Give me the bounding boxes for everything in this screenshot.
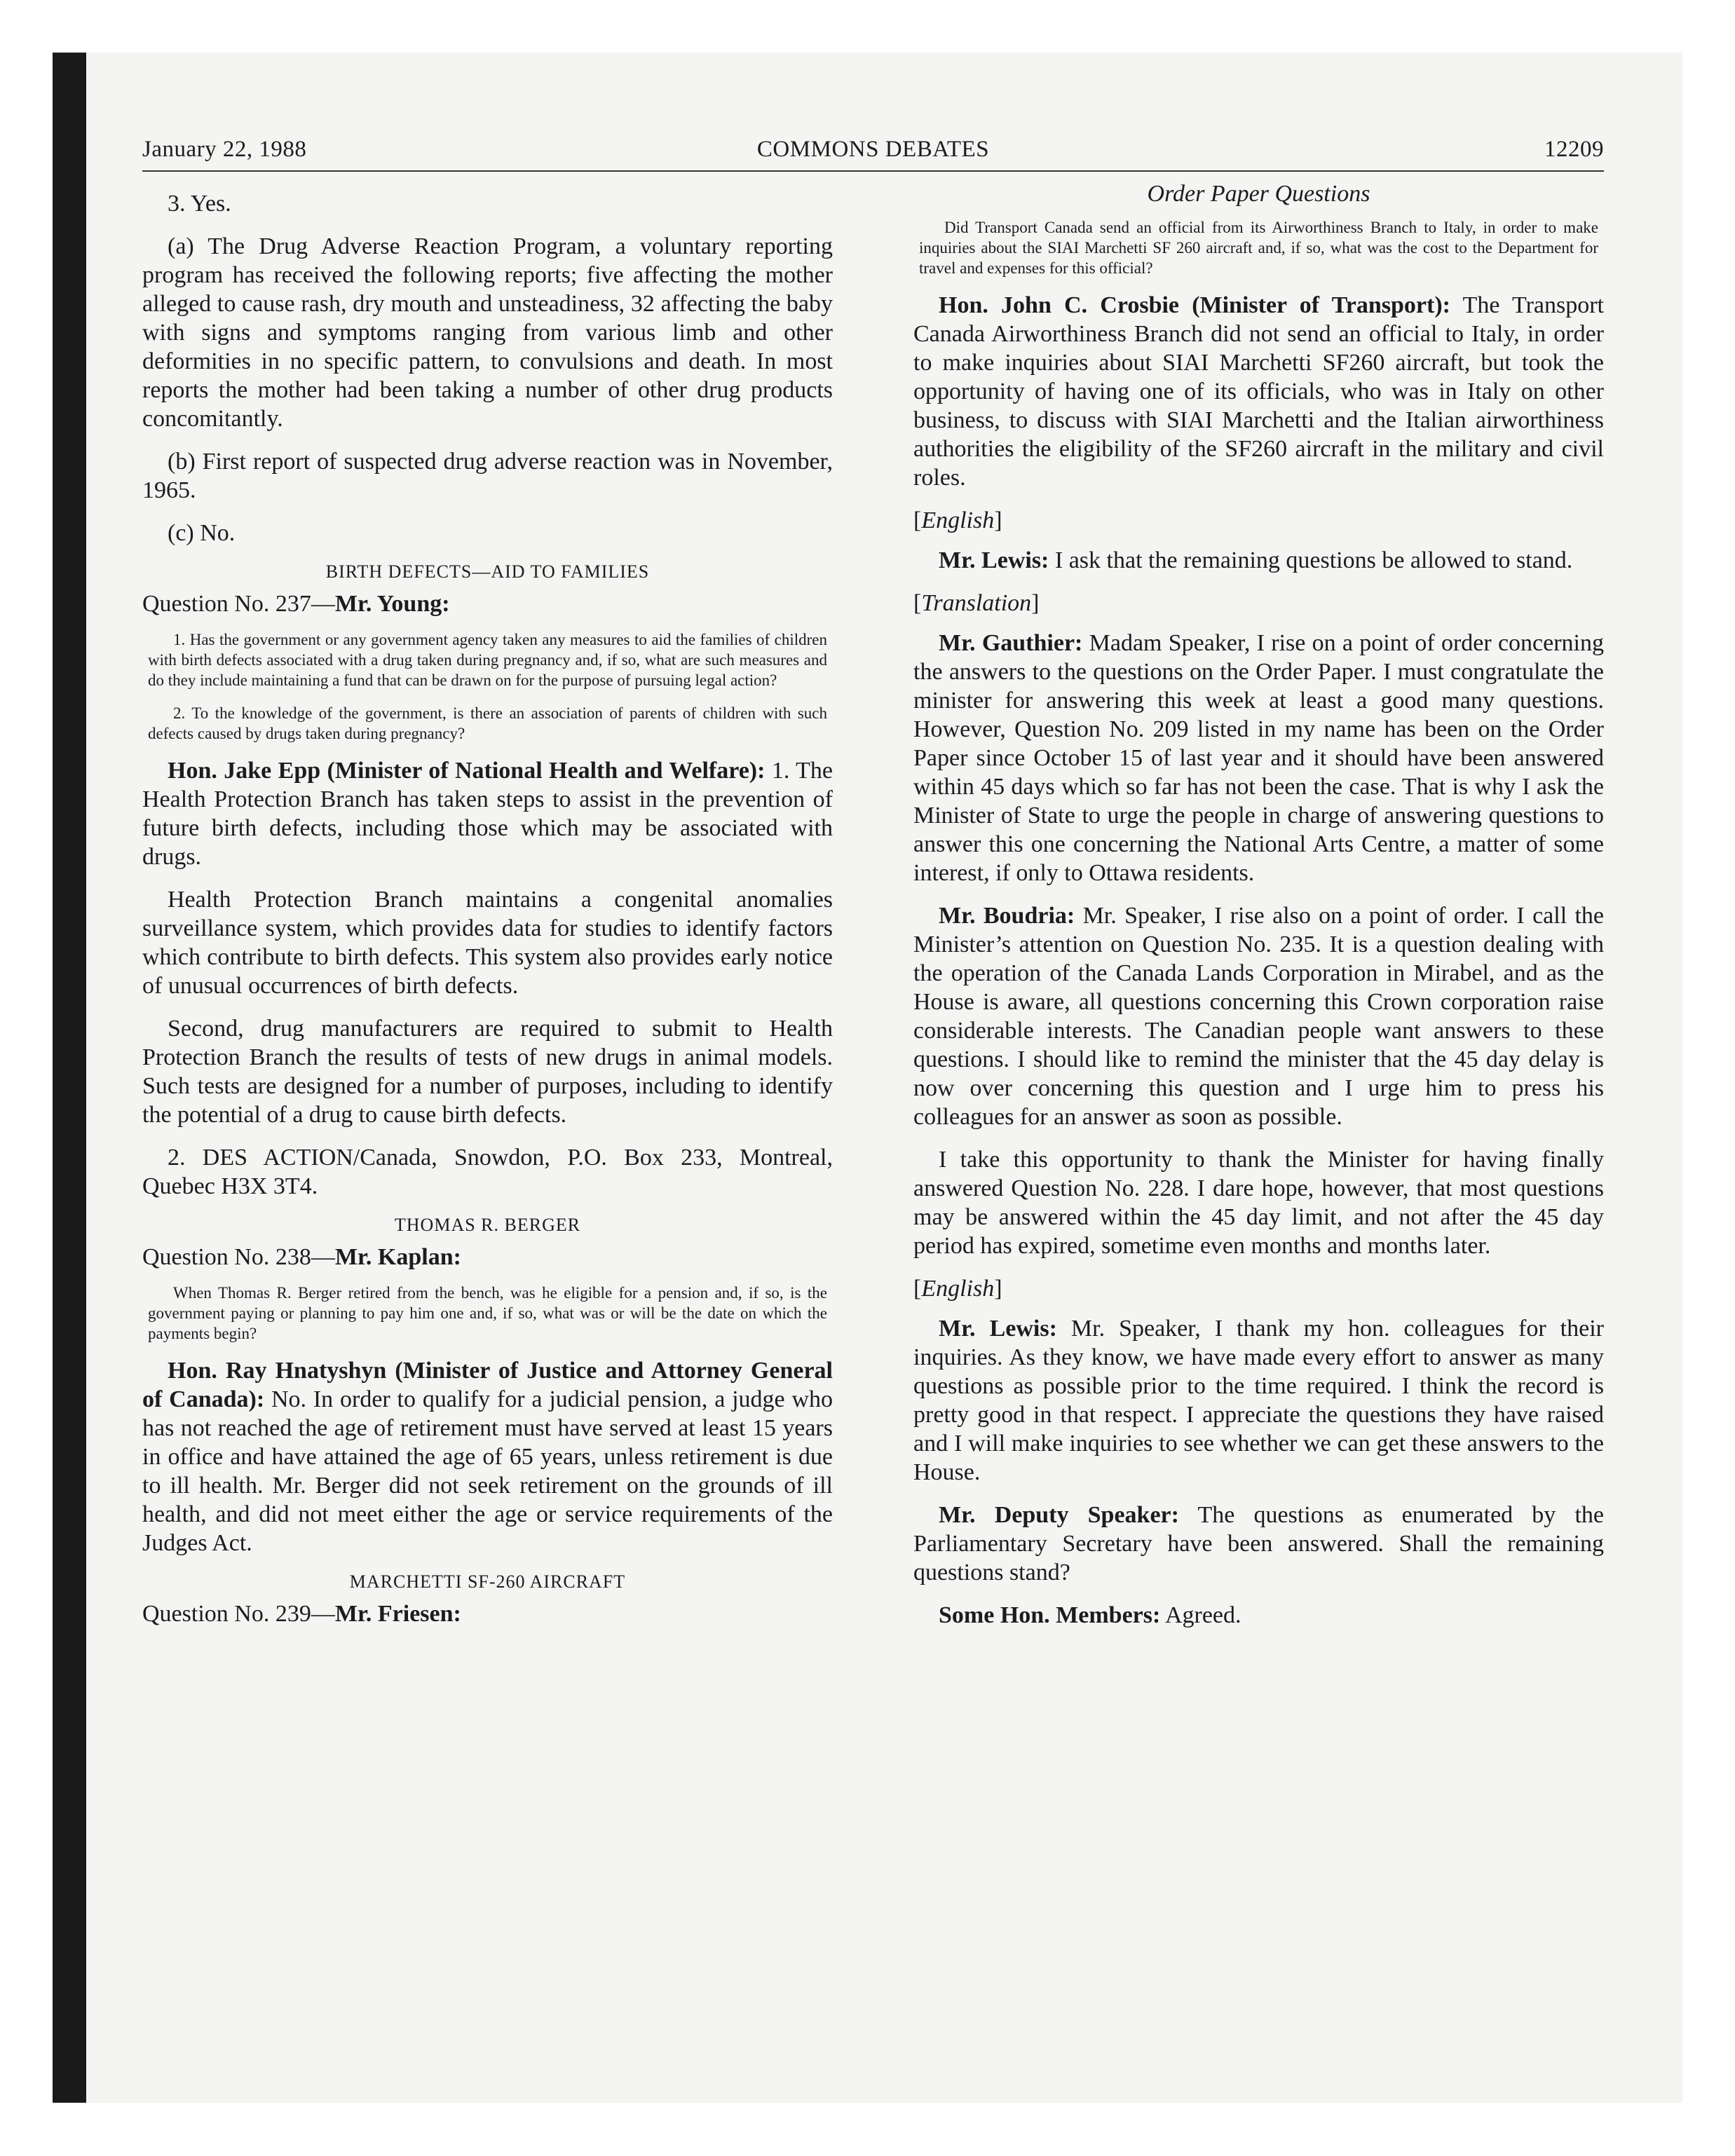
questioner-name: Mr. Young:	[334, 591, 450, 617]
speech-text: Madam Speaker, I rise on a point of order concerning the answers to the questions on the Order Paper. I must congratulate the minister for answering this week at least a good many questions. However, Question No. 209 listed in my name has been on the Order Paper since October 15 of last year and it should have been answered within 45 days which so far has not been the case. That is why I ask the Minister of State to urge the people in charge of answering questions to answer this one concerning the National Arts Centre, a matter of some interest, if only to Ottawa residents.	[913, 630, 1604, 886]
answer-paragraph-a: (a) The Drug Adverse Reaction Program, a voluntary reporting program has received the following reports; five affecting the mother alleged to cause rash, dry mouth and unsteadiness, 32 affecting the baby with signs and symptoms ranging from various limb and other deformities in no specific pattern, to convulsions and death. In most reports the mother had been taking a number of other drug products concomitantly.	[142, 233, 833, 432]
question-237-part-1: 1. Has the government or any government agency taken any measures to aid the families of children with birth defects associated with a drug taken during pregnancy and, if so, what are such measures and do they include maintaining a fund that can be drawn on for the purpose of pursuing legal action?	[148, 631, 827, 689]
speaker-name: Mr. Lewis:	[939, 1316, 1057, 1342]
language-marker-english-2: [English]	[913, 1276, 1002, 1302]
question-237-line	[142, 589, 833, 618]
section-title: Order Paper Questions	[1147, 181, 1370, 207]
answer-yes: 3. Yes.	[168, 191, 231, 217]
header-page-number: 12209	[1544, 137, 1604, 162]
deputy-speaker-statement	[913, 1501, 1604, 1587]
speech-text: I ask that the remaining questions be allowed to stand.	[1049, 547, 1573, 573]
question-number: Question No. 238—	[142, 1244, 335, 1270]
right-column	[913, 182, 1604, 1644]
speaker-name: Hon. Jake Epp (Minister of National Health and Welfare):	[168, 758, 766, 784]
epp-answer	[142, 756, 833, 871]
des-action-paragraph: 2. DES ACTION/Canada, Snowdon, P.O. Box 233, Montreal, Quebec H3X 3T4.	[142, 1145, 833, 1199]
question-238-line	[142, 1243, 833, 1271]
boudria-thank-paragraph: I take this opportunity to thank the Minister for having finally answered Question No. 228. I dare hope, however, that most questions may be answered within the 45 day limit, and not after the 45 day period has expired, sometime even months and months later.	[913, 1147, 1604, 1259]
crosbie-answer	[913, 291, 1604, 492]
language-marker-english: [English]	[913, 507, 1002, 533]
answer-paragraph-c: (c) No.	[168, 520, 236, 546]
section-heading-birth-defects: BIRTH DEFECTS—AID TO FAMILIES	[325, 561, 650, 582]
speaker-name: Hon. Ray Hnatyshyn (Minister of Justice and Attorney General of Canada):	[142, 1358, 833, 1412]
members-response	[913, 1601, 1604, 1630]
speaker-name: Hon. John C. Crosbie (Minister of Transport):	[939, 292, 1450, 318]
section-heading-marchetti: MARCHETTI SF-260 AIRCRAFT	[349, 1571, 626, 1592]
question-239-line	[142, 1599, 833, 1628]
questioner-name: Mr. Kaplan:	[334, 1244, 461, 1270]
speech-text: The Transport Canada Airworthiness Branch did not send an official to Italy, in order to make inquiries about SIAI Marchetti SF260 aircraft, but took the opportunity of having one of its officials, who was in Italy on other business, to discuss with SIAI Marchetti and the Italian airworthiness authorities the eligibility of the SF260 aircraft in the military and civil roles.	[913, 292, 1604, 491]
question-237-part-2: 2. To the knowledge of the government, is there an association of parents of children with such defects caused by drugs taken during pregnancy?	[148, 704, 827, 742]
question-number: Question No. 237—	[142, 591, 335, 617]
language-label: Translation	[921, 590, 1032, 616]
speaker-name: Mr. Lewis:	[939, 547, 1049, 573]
language-label: English	[921, 1276, 995, 1302]
question-238-text: When Thomas R. Berger retired from the bench, was he eligible for a pension and, if so, is the government paying or planning to pay him one and, if so, what was or will be the date on which the payments begin?	[148, 1284, 827, 1342]
language-label: English	[921, 507, 995, 533]
header-title: COMMONS DEBATES	[756, 137, 990, 162]
speech-text: Agreed.	[1160, 1602, 1241, 1628]
header-date: January 22, 1988	[142, 137, 307, 162]
speaker-name: Mr. Deputy Speaker:	[939, 1502, 1179, 1528]
lewis-statement-2	[913, 1314, 1604, 1487]
speech-text: 1. The Health Protection Branch has taken steps to assist in the prevention of future birth defects, including those which may be associated with drugs.	[142, 758, 833, 870]
gauthier-statement	[913, 629, 1604, 887]
speech-text: Mr. Speaker, I rise also on a point of order. I call the Minister’s attention on Question No. 235. It is a question dealing with the operation of the Canada Lands Corporation in Mirabel, and as the House is aware, all questions concerning this Crown corporation raise considerable interests. The Canadian people want answers to these questions. I should like to remind the minister that the 45 day delay is now over concerning this question and I urge him to press his colleagues for an answer as soon as possible.	[913, 903, 1605, 1130]
section-heading-berger: THOMAS R. BERGER	[394, 1215, 581, 1235]
question-239-text: Did Transport Canada send an official from its Airworthiness Branch to Italy, in order to make inquiries about the SIAI Marchetti SF 260 aircraft and, if so, what was the cost to the Department for travel and expenses for this official?	[919, 219, 1598, 277]
speech-text: No. In order to qualify for a judicial pension, a judge who has not reached the age of retirement must have served at least 15 years in office and have attained the age of 65 years, unless retirement is due to ill health. Mr. Berger did not seek retirement on the grounds of ill health, and did not meet either the age or service requirements of the Judges Act.	[142, 1386, 834, 1556]
speaker-name: Some Hon. Members:	[939, 1602, 1161, 1628]
left-column	[142, 182, 833, 1639]
questioner-name: Mr. Friesen:	[334, 1601, 461, 1627]
speaker-name: Mr. Gauthier:	[939, 630, 1083, 656]
page-header	[142, 135, 1604, 172]
hnatyshyn-answer	[142, 1356, 833, 1557]
speaker-name: Mr. Boudria:	[939, 903, 1075, 929]
answer-paragraph-b: (b) First report of suspected drug adverse reaction was in November, 1965.	[142, 449, 833, 503]
scanned-page	[53, 53, 1682, 2103]
binding-edge	[53, 53, 86, 2103]
lewis-statement-1	[913, 546, 1604, 575]
speech-text: The questions as enumerated by the Parliamentary Secretary have been answered. Shall the remaining questions stand?	[913, 1502, 1604, 1585]
hpb-paragraph: Health Protection Branch maintains a congenital anomalies surveillance system, which provides data for studies to identify factors which contribute to birth defects. This system also provides early notice of unusual occurrences of birth defects.	[142, 887, 833, 999]
question-number: Question No. 239—	[142, 1601, 335, 1627]
language-marker-translation: [Translation]	[913, 590, 1040, 616]
speech-text: Mr. Speaker, I thank my hon. colleagues for their inquiries. As they know, we have made every effort to answer as many questions as possible prior to the time required. I think the record is pretty good in that respect. I appreciate the questions they have raised and I will make inquiries to see whether we can get these answers to the House.	[913, 1316, 1604, 1485]
second-paragraph: Second, drug manufacturers are required to submit to Health Protection Branch the results of tests of new drugs in animal models. Such tests are designed for a number of purposes, including to identify the potential of a drug to cause birth defects.	[142, 1016, 833, 1128]
boudria-statement	[913, 901, 1604, 1131]
